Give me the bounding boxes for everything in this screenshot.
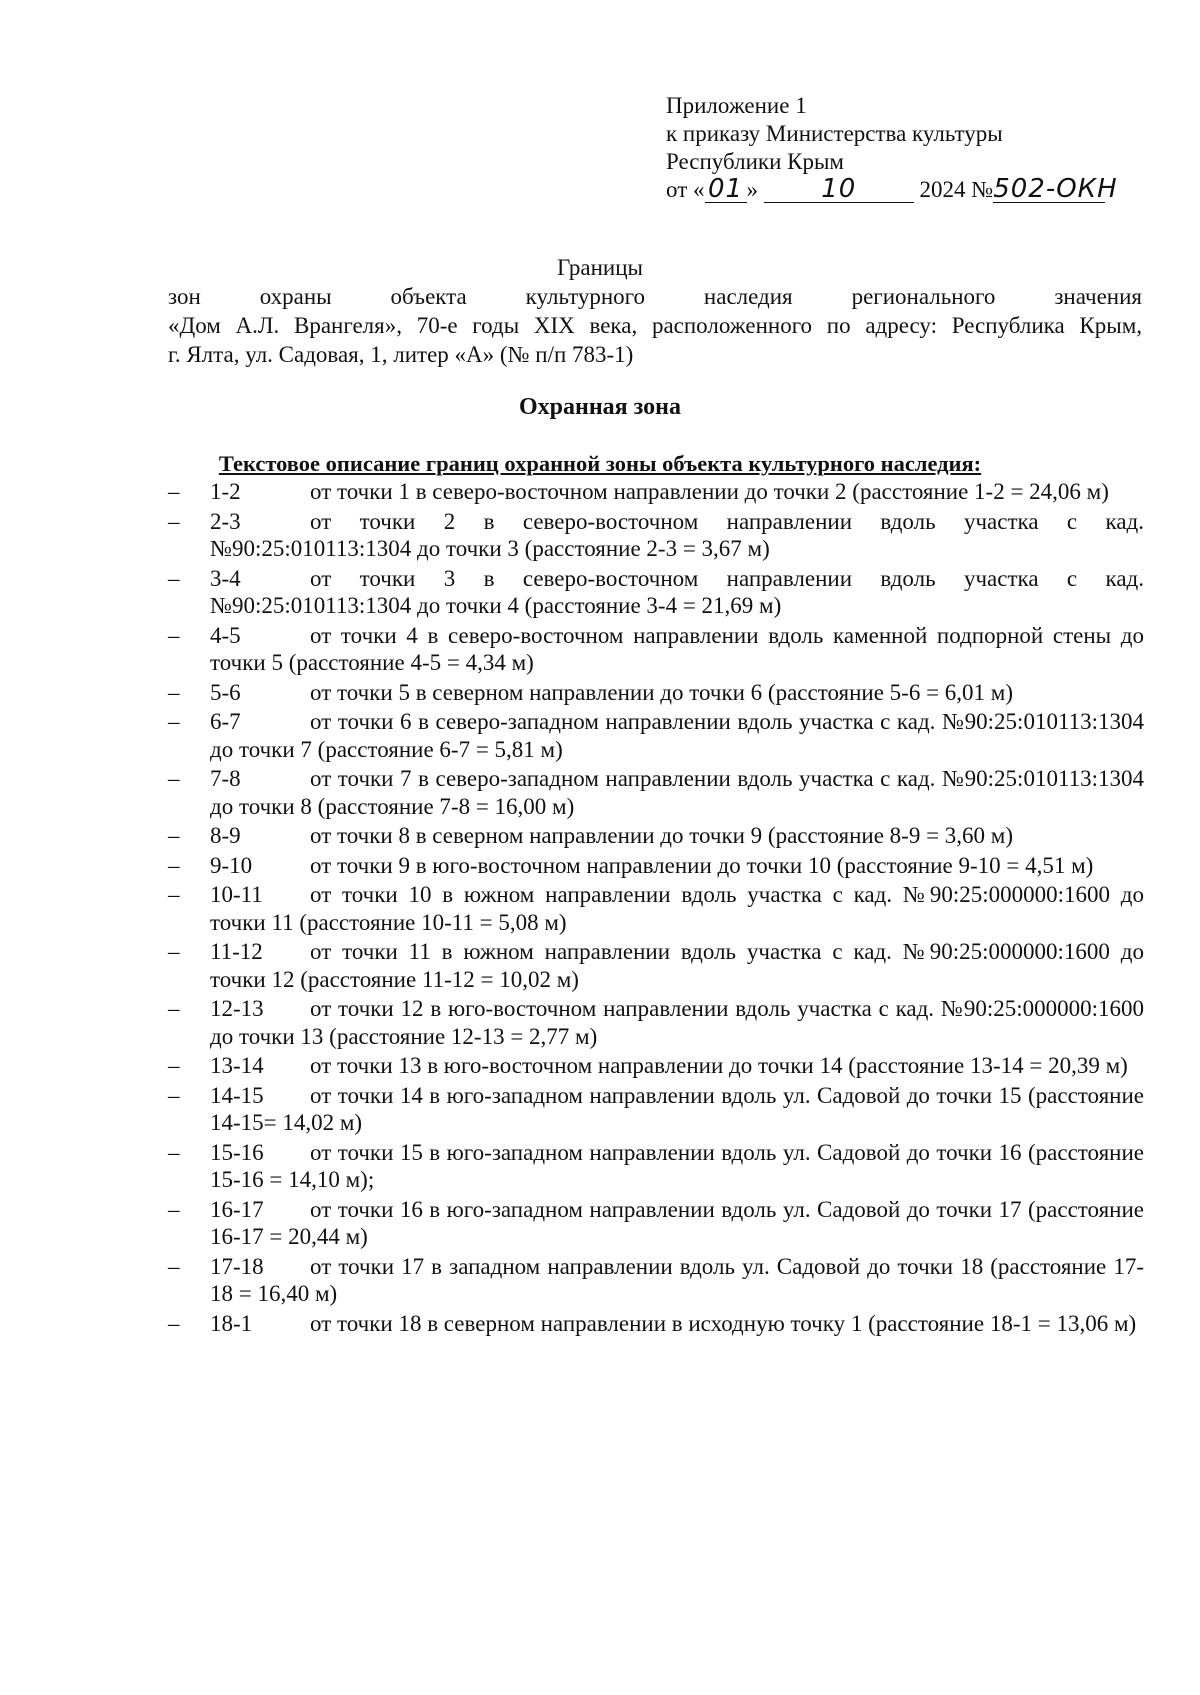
list-dash: – [168,823,180,848]
segment-code: 7-8 [210,766,241,791]
appendix-block [666,92,1146,204]
segment-code: 15-16 [210,1139,264,1165]
segment-code: 9-10 [210,852,253,878]
segment-description: от точки 10 в южном направлении вдоль участка с кад. №90:25:000000:1600 до точки 11 (расстояние 10-11 = 5,08 м) [210,882,1144,935]
boundary-segment-item [168,1052,1144,1080]
segment-description: от точки 3 в северо-восточном направлении вдоль участка с кад. №90:25:010113:1304 до точки 4 (расстояние 3-4 = 21,69 м) [210,565,1144,618]
segment-body [210,881,1144,936]
segment-body [210,938,1144,993]
list-dash: – [168,882,180,907]
boundary-segment-item [168,622,1144,677]
segment-body [210,622,1144,677]
document-title-body [168,282,1142,369]
list-dash: – [168,852,180,878]
segment-code: 6-7 [210,709,241,734]
boundary-segment-item [168,708,1144,763]
title-line-3: г. Ялта, ул. Садовая, 1, литер «А» (№ п/п 783-1) [168,342,634,367]
title-line-1: зон охраны объекта культурного наследия регионального значения [168,284,1142,309]
segment-description: от точки 11 в южном направлении вдоль участка с кад. №90:25:000000:1600 до точки 12 (расстояние 11-12 = 10,02 м) [210,939,1144,992]
list-dash: – [168,1139,180,1165]
segment-body [210,765,1144,820]
segment-description: от точки 5 в северном направлении до точки 6 (расстояние 5-6 = 6,01 м) [310,679,1014,705]
segment-code: 5-6 [210,679,241,705]
date-day: 01 [705,176,747,203]
segment-description: от точки 9 в юго-восточном направлении до точки 10 (расстояние 9-10 = 4,51 м) [310,852,1094,878]
appendix-republic: Республики Крым [666,149,844,174]
segment-body [210,565,1144,620]
list-dash: – [168,479,180,504]
section-subheading: Текстовое описание границ охранной зоны объекта культурного наследия: [218,451,982,476]
segment-code: 1-2 [210,479,241,504]
segment-code: 12-13 [210,996,264,1021]
appendix-date-line [666,176,1146,204]
boundary-segment-item [168,1082,1144,1137]
boundary-segment-item [168,1196,1144,1251]
segment-code: 14-15 [210,1082,264,1108]
boundary-segment-item [168,1253,1144,1308]
list-dash: – [168,766,180,791]
segment-code: 4-5 [210,622,241,648]
boundary-segment-item [168,508,1144,563]
list-dash: – [168,1310,180,1336]
boundary-segment-item [168,1310,1144,1338]
segment-body [210,995,1144,1050]
segment-body [210,1253,1144,1308]
segment-body [210,508,1144,563]
segment-description: от точки 7 в северо-западном направлении вдоль участка с кад. №90:25:010113:1304 до точки 8 (расстояние 7-8 = 16,00 м) [210,766,1144,819]
list-dash: – [168,1053,180,1078]
segment-body [210,1196,1144,1251]
list-dash: – [168,1196,180,1222]
list-dash: – [168,939,180,964]
segment-description: от точки 4 в северо-восточном направлении вдоль каменной подпорной стены до точки 5 (расстояние 4-5 = 4,34 м) [210,622,1144,675]
segment-description: от точки 14 в юго-западном направлении вдоль ул. Садовой до точки 15 (расстояние 14-15= 14,02 м) [210,1082,1144,1135]
list-dash: – [168,508,180,534]
segment-description: от точки 18 в северном направлении в исходную точку 1 (расстояние 18-1 = 13,06 м) [310,1310,1137,1336]
segment-description: от точки 15 в юго-западном направлении вдоль ул. Садовой до точки 16 (расстояние 15-16 = 14,10 м); [210,1139,1144,1192]
list-dash: – [168,679,180,705]
segment-code: 8-9 [210,823,241,848]
boundary-segment-item [168,1139,1144,1194]
date-month: 10 [764,176,914,203]
segment-description: от точки 8 в северном направлении до точки 9 (расстояние 8-9 = 3,60 м) [310,823,1014,848]
boundary-segment-item [168,765,1144,820]
list-dash: – [168,709,180,734]
segment-body [210,478,1144,506]
boundary-segment-item [168,852,1144,880]
boundary-segment-item [168,565,1144,620]
list-dash: – [168,996,180,1021]
appendix-title: Приложение 1 [666,93,807,118]
segment-body [210,1310,1144,1338]
list-dash: – [168,565,180,591]
segment-code: 2-3 [210,508,241,534]
segment-body [210,1082,1144,1137]
boundary-segment-item [168,679,1144,707]
list-dash: – [168,1082,180,1108]
segment-description: от точки 17 в западном направлении вдоль ул. Садовой до точки 18 (расстояние 17-18 = 16,40 м) [210,1253,1144,1306]
segment-description: от точки 12 в юго-восточном направлении вдоль участка с кад. №90:25:000000:1600 до точки 13 (расстояние 12-13 = 2,77 м) [210,996,1144,1049]
boundary-segment-item [168,881,1144,936]
boundary-list [168,478,1144,1339]
segment-description: от точки 13 в юго-восточном направлении до точки 14 (расстояние 13-14 = 20,39 м) [310,1053,1128,1078]
segment-body [210,1052,1144,1080]
segment-body [210,679,1144,707]
date-mid: » [746,177,758,202]
segment-code: 11-12 [210,939,263,964]
document-title: Границы [557,255,643,280]
title-line-2: «Дом А.Л. Врангеля», 70-е годы XIX века, расположенного по адресу: Республика Крым, [168,313,1142,338]
date-year: 2024 № [919,177,994,202]
appendix-order-ref: к приказу Министерства культуры [666,121,1003,146]
boundary-segment-item [168,822,1144,850]
segment-body [210,852,1144,880]
segment-body [210,708,1144,763]
segment-body [210,822,1144,850]
order-number: 502-ОКН [993,174,1118,204]
segment-code: 16-17 [210,1196,264,1222]
date-prefix: от « [666,177,705,202]
segment-description: от точки 1 в северо-восточном направлении до точки 2 (расстояние 1-2 = 24,06 м) [310,479,1109,504]
segment-code: 3-4 [210,565,241,591]
segment-description: от точки 16 в юго-западном направлении вдоль ул. Садовой до точки 17 (расстояние 16-17 = 20,44 м) [210,1196,1144,1249]
segment-code: 17-18 [210,1253,264,1279]
boundary-segment-item [168,478,1144,506]
segment-description: от точки 2 в северо-восточном направлении вдоль участка с кад. №90:25:010113:1304 до точки 3 (расстояние 2-3 = 3,67 м) [210,508,1144,561]
section-heading: Охранная зона [519,394,681,420]
list-dash: – [168,1253,180,1279]
boundary-segment-item [168,938,1144,993]
segment-code: 18-1 [210,1310,253,1336]
boundary-segment-item [168,995,1144,1050]
segment-code: 10-11 [210,882,263,907]
segment-code: 13-14 [210,1053,264,1078]
segment-description: от точки 6 в северо-западном направлении вдоль участка с кад. №90:25:010113:1304 до точки 7 (расстояние 6-7 = 5,81 м) [210,709,1144,762]
list-dash: – [168,622,180,648]
segment-body [210,1139,1144,1194]
